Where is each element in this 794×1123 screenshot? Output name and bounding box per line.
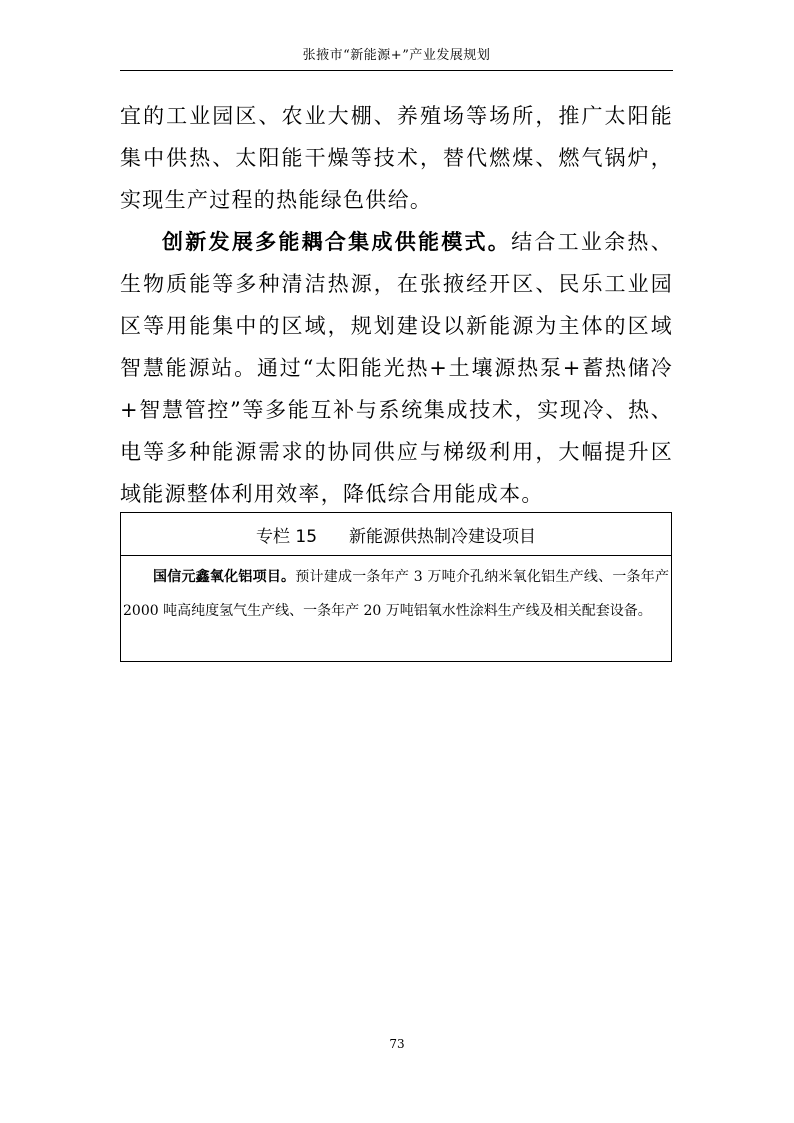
column-box (120, 512, 672, 662)
body-text (120, 95, 673, 515)
paragraph-heading: 创新发展多能耦合集成供能模式。 (162, 230, 512, 254)
column-box-title (121, 513, 671, 556)
paragraph-multi-energy (120, 221, 673, 515)
column-number: 专栏 15 (255, 526, 318, 547)
page-number: 73 (389, 1037, 405, 1051)
column-box-body (121, 556, 671, 628)
column-title: 新能源供热制冷建设项目 (349, 526, 537, 547)
running-header: 张掖市“新能源+”产业发展规划 (302, 48, 491, 63)
paragraph-solar-heating: 宜的工业园区、农业大棚、养殖场等场所，推广太阳能集中供热、太阳能干燥等技术，替代燃煤、燃气锅炉，实现生产过程的热能绿色供给。 (120, 104, 673, 212)
project-name: 国信元鑫氧化铝项目。 (153, 569, 296, 585)
paragraph-content: 结合工业余热、生物质能等多种清洁热源，在张掖经开区、民乐工业园区等用能集中的区域，规划建设以新能源为主体的区域智慧能源站。通过“太阳能光热+土壤源热泵+蓄热储冷+智慧管控”等多能互补与系统集成技术，实现冷、热、电等多种能源需求的协同供应与梯级利用，大幅提升区域能源整体利用效率，降低综合用能成本。 (120, 230, 674, 506)
project-description: 预计建成一条年产 3 万吨介孔纳米氧化铝生产线、一条年产 2000 吨高纯度氢气生产线、一条年产 20 万吨铝氧水性涂料生产线及相关配套设备。 (123, 569, 670, 619)
header-rule (120, 70, 673, 71)
